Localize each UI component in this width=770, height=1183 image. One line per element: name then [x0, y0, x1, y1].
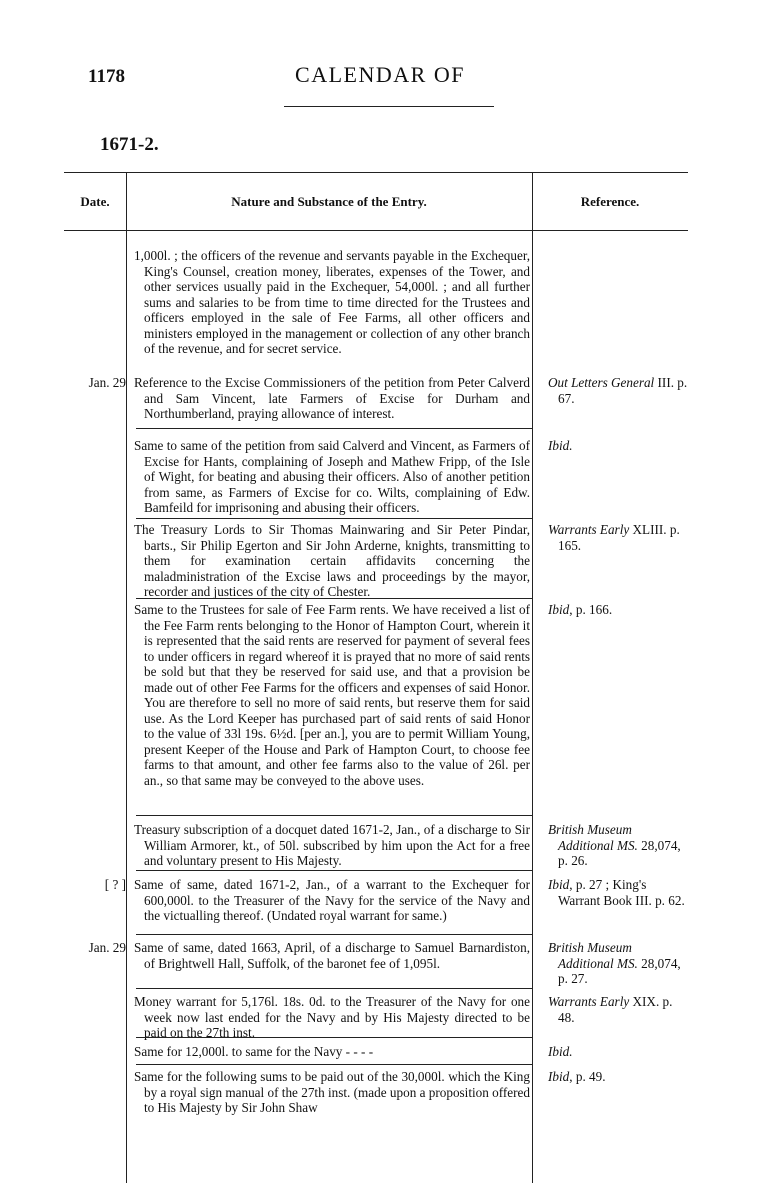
entry-2-ref: [548, 438, 688, 454]
table-top-rule: [64, 172, 688, 173]
year-heading: 1671-2.: [100, 134, 159, 155]
calendar-table: [64, 172, 688, 1183]
entry-5-ref-italic: British Museum Additional MS.: [548, 822, 638, 853]
entry-7-ref: [548, 940, 688, 987]
entry-5-ref: [548, 822, 688, 869]
entry-separator: [136, 428, 532, 429]
entry-8-ref-rest: XIX. p. 48.: [558, 994, 673, 1025]
entry-separator: [136, 988, 532, 989]
entry-4-text: Same to the Trustees for sale of Fee Farm rents. We have received a list of the Fee Farm rents belonging to the Honor of Hampton Court, wherein it is represented that the said rents are reserved for payment of several fees to under officers in regard whereof it is prayed that no more of said rents be sold but that they be reserved for said use, and that a provision be made out of other Fee Farms for the officers and expenses of said Honor. You are therefore to sell no more of said rents, but reserve them for said use. As the Lord Keeper has purchased part of said rents of said Honor to the value of 33l 19s. 6½d. [per an.], you are to permit William Young, present Keeper of the House and Park of Hampton Court, to choose fee farms to that amount, and other fee farms also to the value of 26l. per an., so that same may be conveyed to the above uses.: [134, 602, 530, 788]
entry-separator: [136, 1037, 532, 1038]
entry-10-ref-italic: Ibid: [548, 1069, 570, 1084]
entry-separator: [136, 1064, 532, 1065]
entry-7-date: Jan. 29: [88, 940, 126, 955]
entry-4-ref-italic: Ibid: [548, 602, 570, 617]
entry-10-ref-rest: , p. 49.: [569, 1069, 606, 1084]
entry-7-ref-rest: 28,074, p. 27.: [558, 955, 681, 986]
header-reference: Reference.: [580, 194, 640, 209]
entry-7-ref-italic: British Museum Additional MS.: [548, 940, 638, 971]
entry-6-text: Same of same, dated 1671-2, Jan., of a warrant to the Exchequer for 600,000l. to the Treasurer of the Navy for the service of the Navy and the victualling thereof. (Undated royal warrant for same.): [134, 877, 530, 923]
entry-9-text: Same for 12,000l. to same for the Navy - - - -: [134, 1044, 374, 1059]
entry-3-ref: [548, 522, 688, 553]
entry-separator: [136, 598, 532, 599]
entry-5-ref-rest: 28,074, p. 26.: [558, 837, 681, 868]
entry-1-date: Jan. 29: [88, 375, 126, 390]
entry-separator: [136, 518, 532, 519]
entry-5-text: Treasury subscription of a docquet dated 1671-2, Jan., of a discharge to Sir William Armorer, kt., of 50l. subscribed by him upon the Act for a free and voluntary present to His Majesty.: [134, 822, 530, 868]
entry-3-text: The Treasury Lords to Sir Thomas Mainwaring and Sir Peter Pindar, barts., Sir Philip Egerton and Sir John Arderne, knights, transmitting to them for examination certain affidavits concerning the maladministration of the Excise laws and proceedings by the mayor, recorder and justices of the city of Chester.: [134, 522, 530, 599]
entry-9-ref: [548, 1044, 688, 1060]
entry-8-ref-italic: Warrants Early: [548, 994, 630, 1009]
entry-3-ref-rest: XLIII. p. 165.: [558, 522, 680, 553]
entry-2-text: Same to same of the petition from said Calverd and Vincent, as Farmers of Excise for Hants, complaining of Joseph and Mathew Fripp, of the Isle of Wight, for beating and abusing their officers. Also of another petition from same, as Farmers of Excise for co. Wilts, complaining of Edw. Bamfeild for imprisoning and abusing their officers.: [134, 438, 530, 515]
column-divider-date: [126, 172, 127, 1183]
entry-6-date: [ ? ]: [104, 877, 126, 892]
entry-4-ref-rest: , p. 166.: [569, 602, 613, 617]
entry-separator: [136, 934, 532, 935]
entry-separator: [136, 815, 532, 816]
table-header-rule: [64, 230, 688, 231]
entry-2-ref-italic: Ibid.: [548, 438, 573, 453]
entry-6-ref-italic: Ibid: [548, 877, 570, 892]
header-nature: Nature and Substance of the Entry.: [231, 194, 427, 209]
entry-9-ref-italic: Ibid.: [548, 1044, 573, 1059]
entry-3-ref-italic: Warrants Early: [548, 522, 630, 537]
entry-4-ref: [548, 602, 688, 618]
header-date: Date.: [80, 194, 110, 209]
entry-1-ref: [548, 375, 688, 406]
entry-0-text: 1,000l. ; the officers of the revenue and servants payable in the Exchequer, King's Counsel, creation money, liberates, expenses of the Tower, and other services usually paid in the Exchequer, 54,000l. ; and all further sums and salaries to be from time to time directed for the Trustees and officers employed in the sale of Fee Farms, all other officers and ministers employed in the management or collection of any other branch of the revenue, and for secret service.: [134, 248, 530, 356]
entry-6-ref: [548, 877, 688, 908]
entry-7-text: Same of same, dated 1663, April, of a discharge to Samuel Barnardiston, of Brightwell Hall, Suffolk, of the baronet fee of 1,095l.: [134, 940, 530, 971]
page-number: 1178: [88, 66, 125, 87]
entry-8-ref: [548, 994, 688, 1025]
entry-1-ref-italic: Out Letters General: [548, 375, 655, 390]
entry-separator: [136, 870, 532, 871]
column-divider-reference: [532, 172, 533, 1183]
entry-10-ref: [548, 1069, 688, 1085]
title-rule: [284, 106, 494, 107]
entry-1-text: Reference to the Excise Commissioners of the petition from Peter Calverd and Sam Vincent, late Farmers of Excise for Durham and Northumberland, praying allowance of interest.: [134, 375, 530, 421]
entry-10-text: Same for the following sums to be paid out of the 30,000l. which the King by a royal sign manual of the 27th inst. (made upon a proposition offered to His Majesty by Sir John Shaw: [134, 1069, 530, 1115]
entry-6-ref-rest: , p. 27 ; King's Warrant Book III. p. 62.: [558, 877, 685, 908]
entry-1-ref-rest: III. p. 67.: [558, 375, 688, 406]
running-title: CALENDAR OF: [295, 62, 465, 87]
entry-8-text: Money warrant for 5,176l. 18s. 0d. to the Treasurer of the Navy for one week now last ended for the Navy and by His Majesty directed to be paid on the 27th inst.: [134, 994, 530, 1040]
